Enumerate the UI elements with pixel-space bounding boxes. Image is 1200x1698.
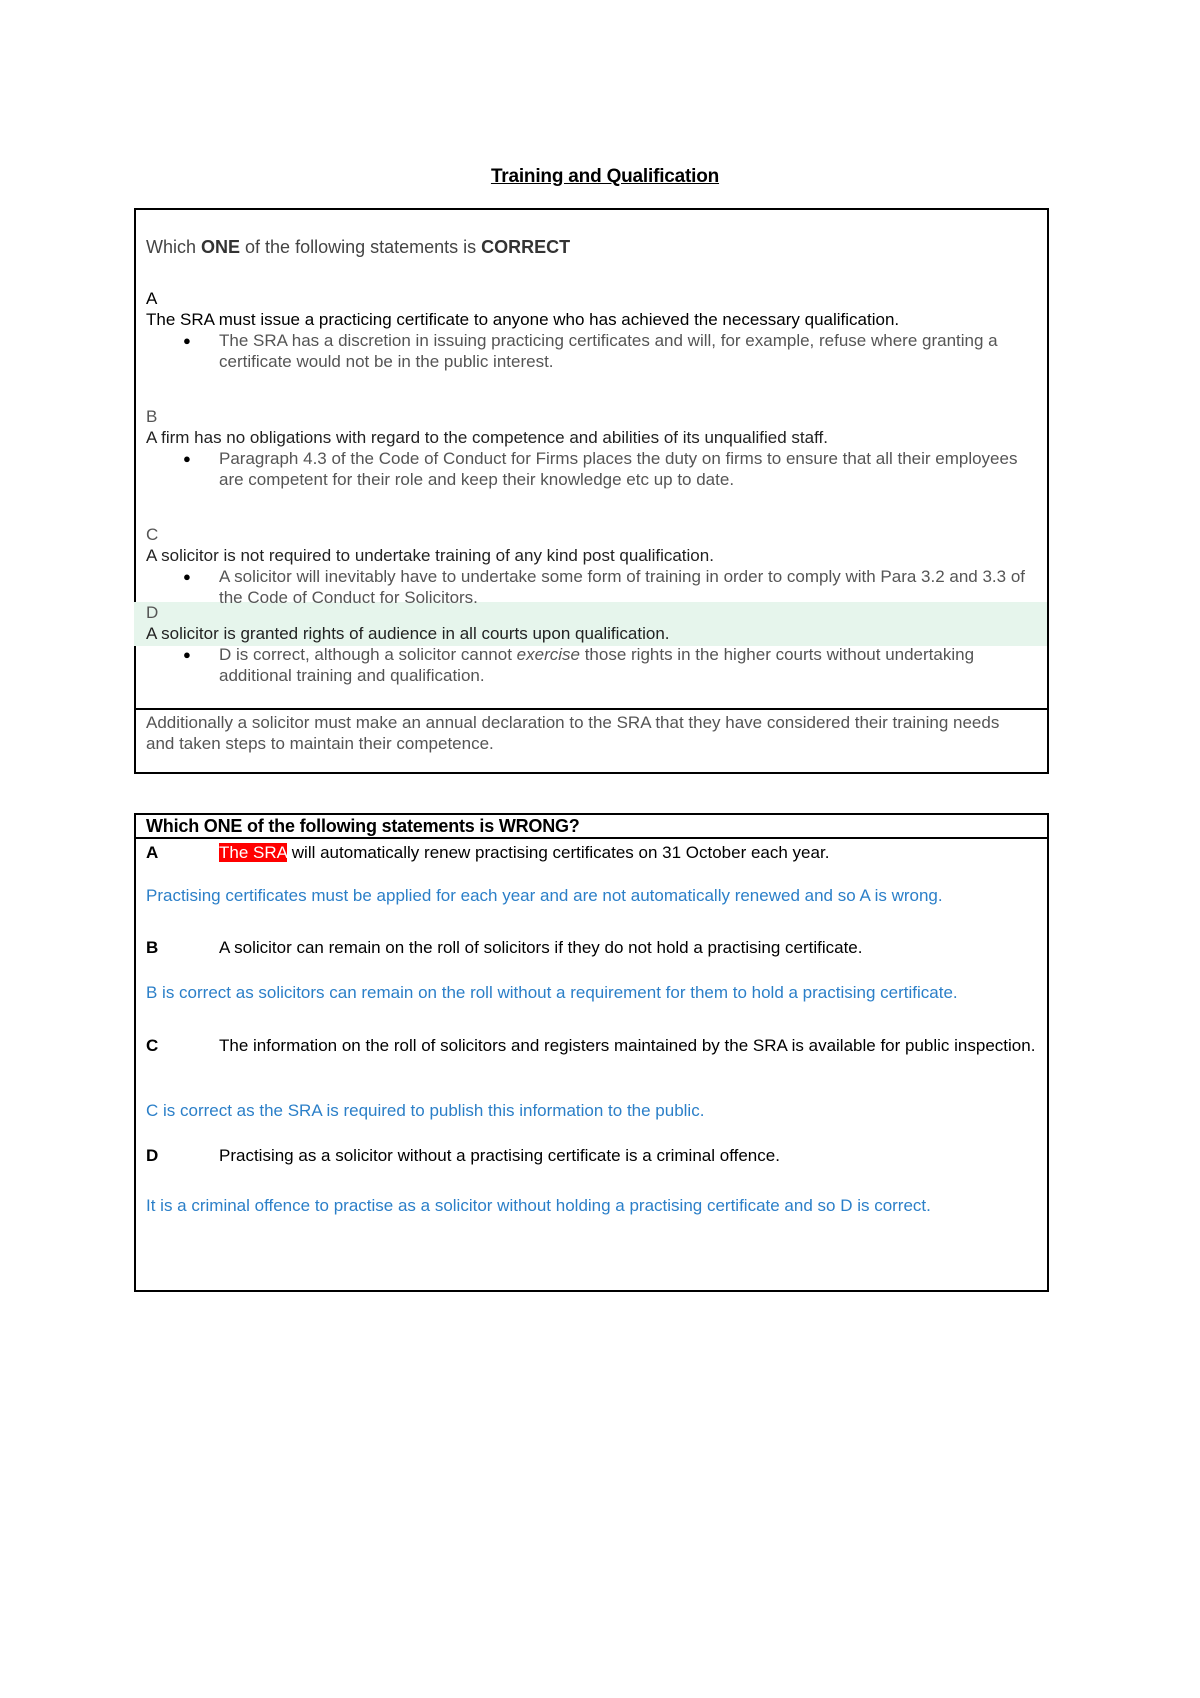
option-letter: C: [146, 525, 159, 544]
q2-explanation-c: C is correct as the SRA is required to publish this information to the public.: [146, 1101, 705, 1120]
additional-note: Additionally a solicitor must make an annual declaration to the SRA that they have considered their training needs and taken steps to maintain their competence.: [146, 713, 1000, 753]
q2-explanation-d: It is a criminal offence to practise as a solicitor without holding a practising certificate and so D is correct.: [146, 1196, 931, 1215]
q2-option-b: [146, 937, 1037, 959]
option-letter: D: [146, 1146, 159, 1165]
option-letter: B: [146, 938, 159, 957]
bullet-icon: ●: [183, 647, 191, 662]
option-statement: The SRA will automatically renew practising certificates on 31 October each year.: [219, 843, 830, 862]
q2-explanation-b: B is correct as solicitors can remain on the roll without a requirement for them to hold a practising certificate.: [146, 983, 958, 1002]
question-1-box: [134, 208, 1049, 774]
option-statement: A firm has no obligations with regard to the competence and abilities of its unqualified staff.: [146, 428, 828, 447]
option-explanation: ● D is correct, although a solicitor cannot exercise those rights in the higher courts without undertaking additional training and qualification.: [183, 645, 975, 685]
option-explanation: ● The SRA has a discretion in issuing practicing certificates and will, for example, refuse where granting a certificate would not be in the public interest.: [183, 331, 998, 371]
bullet-icon: ●: [183, 569, 191, 584]
option-statement: Practising as a solicitor without a practising certificate is a criminal offence.: [219, 1146, 780, 1165]
option-statement: A solicitor can remain on the roll of solicitors if they do not hold a practising certificate.: [219, 938, 863, 957]
section-divider: [136, 708, 1047, 710]
option-letter: A: [146, 289, 158, 308]
option-explanation: ● A solicitor will inevitably have to undertake some form of training in order to comply with Para 3.2 and 3.3 of the Code of Conduct for Solicitors.: [183, 567, 1026, 607]
q2-option-c: [146, 1035, 1037, 1057]
q2-option-d: [146, 1145, 1037, 1167]
question-1-prompt: Which ONE of the following statements is CORRECT: [146, 237, 571, 257]
option-letter: C: [146, 1036, 159, 1055]
question-2-box: [134, 813, 1049, 1292]
option-statement: The information on the roll of solicitors and registers maintained by the SRA is available for public inspection.: [219, 1036, 1036, 1055]
option-explanation: ● Paragraph 4.3 of the Code of Conduct for Firms places the duty on firms to ensure that all their employees are competent for their role and keep their knowledge etc up to date.: [183, 449, 1018, 489]
option-statement: The SRA must issue a practicing certificate to anyone who has achieved the necessary qualification.: [146, 310, 900, 329]
bullet-icon: ●: [183, 451, 191, 466]
page-title: Training and Qualification: [490, 166, 720, 187]
option-letter: A: [146, 843, 159, 862]
q1-option-c: [146, 524, 1037, 608]
q2-option-a: [146, 842, 1037, 864]
q1-option-d: [146, 602, 1037, 686]
option-statement: A solicitor is granted rights of audience in all courts upon qualification.: [146, 624, 670, 643]
option-letter: B: [146, 407, 158, 426]
q1-option-a: [146, 288, 1037, 372]
question-2-prompt: Which ONE of the following statements is WRONG?: [136, 815, 1047, 839]
q2-explanation-a: Practising certificates must be applied for each year and are not automatically renewed and so A is wrong.: [146, 886, 943, 905]
bullet-icon: ●: [183, 333, 191, 348]
q1-option-b: [146, 406, 1037, 490]
option-statement: A solicitor is not required to undertake training of any kind post qualification.: [146, 546, 714, 565]
highlighted-text: The SRA: [219, 843, 288, 862]
option-letter: D: [146, 603, 159, 622]
